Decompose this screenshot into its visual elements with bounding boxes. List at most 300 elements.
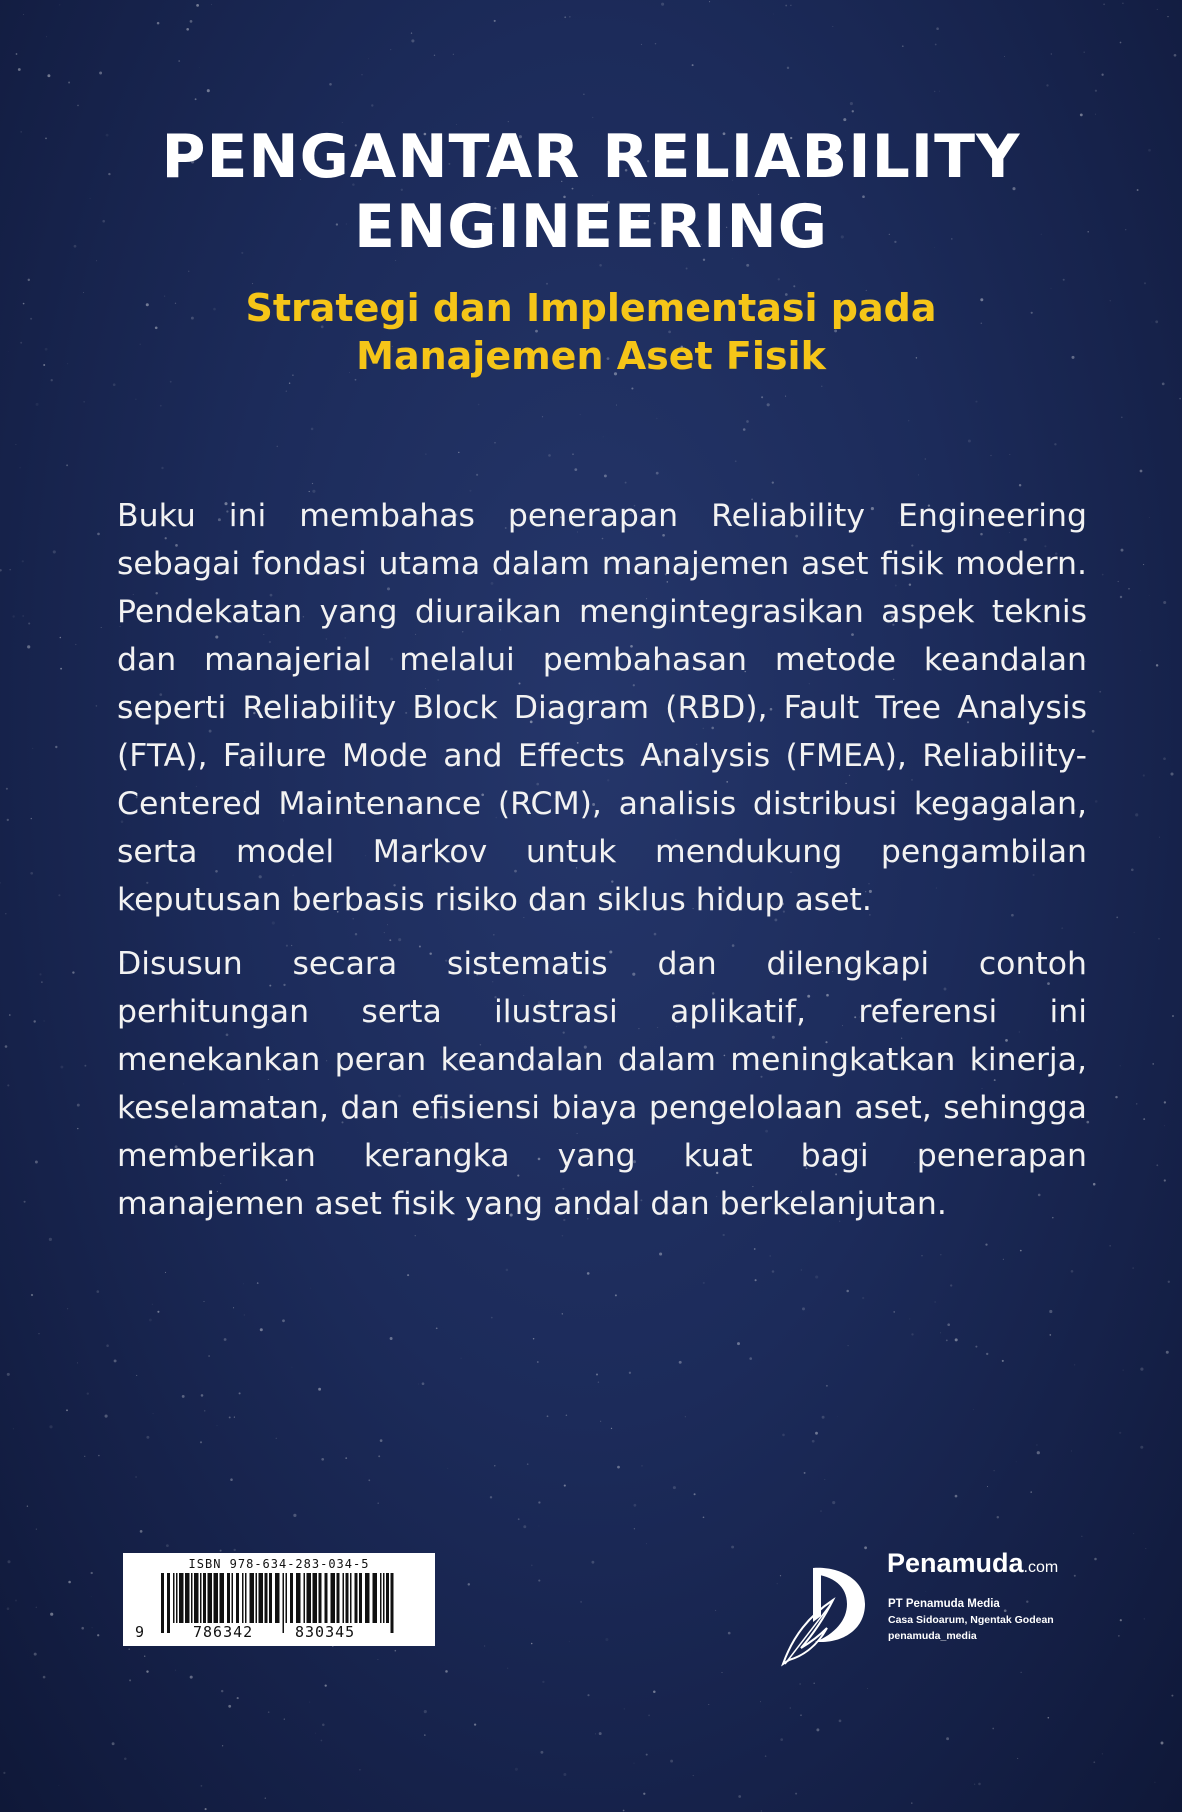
speckle (867, 1688, 868, 1689)
barcode-bar (179, 1573, 184, 1623)
speckle (237, 1697, 239, 1699)
title-line-1: PENGANTAR RELIABILITY (161, 122, 1021, 192)
speckle (661, 3, 664, 6)
speckle (1002, 1360, 1004, 1362)
speckle (566, 1414, 568, 1416)
speckle (653, 1690, 656, 1693)
speckle (994, 1470, 995, 1471)
speckle (97, 1290, 100, 1293)
speckle (1093, 1761, 1095, 1763)
speckle (1159, 837, 1160, 838)
barcode-bar (290, 1573, 293, 1623)
speckle (604, 474, 607, 477)
speckle (918, 474, 919, 475)
speckle (1157, 9, 1158, 10)
speckle (893, 1311, 895, 1313)
speckle (548, 454, 551, 457)
speckle (537, 1361, 539, 1363)
speckle (45, 348, 48, 351)
speckle (260, 1328, 263, 1331)
speckle (31, 1294, 33, 1296)
speckle (634, 1504, 637, 1507)
speckle (186, 28, 189, 31)
speckle (97, 1634, 99, 1636)
speckle (939, 91, 940, 92)
speckle (542, 416, 543, 417)
speckle (795, 1793, 797, 1795)
speckle (106, 1344, 109, 1347)
speckle (27, 645, 30, 648)
speckle (490, 1496, 492, 1498)
speckle (1135, 813, 1138, 816)
speckle (84, 1456, 85, 1457)
speckle (598, 1382, 599, 1383)
speckle (761, 1811, 762, 1812)
speckle (641, 1465, 643, 1467)
speckle (755, 1279, 757, 1281)
speckle (1155, 320, 1158, 323)
barcode-bar (203, 1573, 206, 1623)
barcode-bar (173, 1573, 175, 1623)
speckle (77, 1128, 78, 1129)
speckle (58, 894, 60, 896)
speckle (10, 569, 11, 570)
barcode-bar (383, 1573, 385, 1623)
barcode-bar (208, 1573, 213, 1623)
speckle (950, 1284, 952, 1286)
speckle (18, 68, 21, 71)
speckle (228, 1705, 231, 1708)
speckle (728, 1632, 731, 1635)
speckle (494, 20, 496, 22)
speckle (135, 1476, 137, 1478)
speckle (1158, 938, 1160, 940)
speckle (978, 1783, 981, 1786)
speckle (16, 53, 18, 55)
speckle (1020, 1250, 1022, 1252)
speckle (474, 1723, 476, 1725)
speckle (656, 418, 657, 419)
speckle (204, 1410, 205, 1411)
speckle (91, 1596, 92, 1597)
speckle (380, 1439, 383, 1442)
speckle (1115, 1096, 1117, 1098)
speckle (749, 1357, 752, 1360)
barcode-digits-right: 830345 (295, 1623, 356, 1641)
barcode-bar (373, 1573, 378, 1623)
speckle (1128, 588, 1130, 590)
speckle (946, 1737, 949, 1740)
speckle (211, 4, 212, 5)
barcode-bar (319, 1573, 322, 1623)
speckle (458, 452, 459, 453)
speckle (1161, 1742, 1164, 1745)
speckle (325, 1684, 327, 1686)
speckle (0, 569, 2, 571)
speckle (36, 1529, 37, 1530)
barcode-bar (259, 1573, 264, 1623)
speckle (572, 453, 574, 455)
publisher-domain: .com (1023, 1559, 1059, 1576)
speckle (1171, 1695, 1173, 1697)
speckle (800, 1683, 801, 1684)
speckle (1009, 454, 1010, 455)
barcode-bar (331, 1573, 336, 1623)
speckle (377, 1502, 378, 1503)
speckle (318, 1388, 321, 1391)
speckle (935, 1301, 936, 1302)
speckle (60, 1066, 63, 1069)
speckle (371, 104, 373, 106)
speckle (166, 1544, 169, 1547)
speckle (293, 1514, 296, 1517)
speckle (484, 1646, 485, 1647)
speckle (434, 55, 435, 56)
blurb-paragraph-2: Disusun secara sistematis dan dilengkapi contoh perhitungan serta ilustrasi aplikatif, referensi ini menekankan peran keandalan dalam meningkatkan kinerja, keselamatan, dan efisiensi biaya pengelolaan aset, sehingga memberikan kerangka yang kuat bagi penerapan manajemen aset fisik yang andal dan berkelanjutan. (117, 946, 1087, 1222)
speckle (96, 705, 98, 707)
speckle (721, 1672, 722, 1673)
speckle (955, 1495, 958, 1498)
speckle (21, 131, 22, 132)
speckle (243, 1283, 244, 1284)
speckle (112, 1742, 115, 1745)
speckle (321, 1458, 324, 1461)
speckle (153, 1413, 154, 1414)
barcode-bar (200, 1573, 202, 1623)
speckle (936, 27, 939, 30)
speckle (1143, 564, 1144, 565)
speckle (772, 1270, 775, 1273)
speckle (1004, 56, 1005, 57)
speckle (436, 1327, 438, 1329)
speckle (760, 1701, 761, 1702)
speckle (921, 1255, 922, 1256)
speckle (257, 1282, 259, 1284)
speckle (47, 74, 50, 77)
speckle (703, 1282, 705, 1284)
speckle (461, 1358, 462, 1359)
speckle (1149, 595, 1150, 596)
speckle (175, 1670, 176, 1671)
speckle (595, 1733, 596, 1734)
speckle (1179, 398, 1181, 400)
speckle (1120, 42, 1122, 44)
speckle (1074, 1364, 1075, 1365)
speckle (129, 1679, 131, 1681)
subtitle-line-2: Manajemen Aset Fisik (356, 334, 826, 378)
publisher-social: penamuda_media (888, 1630, 977, 1642)
book-blurb (117, 492, 1087, 1244)
speckle (1122, 3, 1123, 4)
speckle (767, 403, 770, 406)
speckle (911, 1333, 913, 1335)
speckle (224, 1338, 227, 1341)
speckle (1095, 800, 1098, 803)
barcode-bar (355, 1573, 358, 1623)
speckle (378, 1455, 380, 1457)
speckle (826, 1385, 828, 1387)
speckle (67, 1308, 68, 1309)
speckle (1049, 1334, 1051, 1336)
speckle (201, 1394, 204, 1397)
speckle (45, 138, 47, 140)
speckle (50, 1613, 53, 1616)
speckle (66, 464, 68, 466)
speckle (523, 1525, 526, 1528)
speckle (538, 1580, 540, 1582)
speckle (146, 1436, 149, 1439)
speckle (315, 1733, 316, 1734)
speckle (623, 1810, 625, 1812)
speckle (1121, 416, 1123, 418)
speckle (1152, 1063, 1154, 1065)
speckle (1125, 229, 1126, 230)
speckle (708, 1704, 709, 1705)
speckle (30, 318, 32, 320)
speckle (136, 1375, 137, 1376)
speckle (655, 43, 656, 44)
barcode-bar (380, 1573, 382, 1623)
speckle (160, 405, 162, 407)
speckle (1137, 189, 1139, 191)
speckle (820, 1510, 822, 1512)
barcode-bar (283, 1573, 285, 1633)
speckle (802, 1307, 805, 1310)
speckle (832, 1501, 835, 1504)
speckle (43, 364, 45, 366)
speckle (1095, 114, 1096, 115)
speckle (743, 428, 746, 431)
speckle (935, 44, 937, 46)
barcode-bar (245, 1573, 247, 1623)
speckle (973, 1409, 974, 1410)
speckle (616, 405, 617, 406)
speckle (539, 1526, 540, 1527)
speckle (28, 622, 30, 624)
speckle (670, 1760, 673, 1763)
speckle (128, 1648, 130, 1650)
speckle (140, 1530, 143, 1533)
speckle (49, 1425, 52, 1428)
speckle (1148, 149, 1151, 152)
speckle (692, 64, 694, 66)
barcode-bar (313, 1573, 318, 1623)
barcode-bar (265, 1573, 268, 1623)
speckle (694, 1493, 696, 1495)
speckle (7, 1373, 10, 1376)
speckle (196, 4, 199, 7)
speckle (583, 94, 584, 95)
speckle (986, 1353, 988, 1355)
speckle (975, 1346, 977, 1348)
speckle (1123, 1370, 1124, 1371)
speckle (68, 1581, 71, 1584)
speckle (1037, 1451, 1040, 1454)
speckle (276, 1438, 277, 1439)
speckle (968, 439, 971, 442)
speckle (66, 1409, 68, 1411)
speckle (204, 1301, 205, 1302)
speckle (1163, 601, 1166, 604)
publisher-name (887, 1548, 1058, 1579)
speckle (643, 1793, 645, 1795)
speckle (686, 268, 688, 270)
speckle (244, 1314, 245, 1315)
speckle (60, 637, 62, 639)
speckle (491, 1317, 493, 1319)
speckle (144, 1656, 145, 1657)
speckle (31, 818, 32, 819)
speckle (1131, 868, 1134, 871)
speckle (746, 420, 749, 423)
speckle (1071, 1451, 1072, 1452)
speckle (992, 1728, 994, 1730)
speckle (564, 16, 566, 18)
speckle (233, 1307, 234, 1308)
speckle (494, 442, 496, 444)
speckle (1170, 772, 1173, 775)
barcode-bar (365, 1573, 370, 1623)
speckle (68, 82, 70, 84)
speckle (22, 560, 24, 562)
speckle (837, 1416, 838, 1417)
speckle (940, 1254, 941, 1255)
speckle (105, 1415, 108, 1418)
speckle (1017, 1758, 1018, 1759)
speckle (693, 1775, 694, 1776)
speckle (804, 1472, 806, 1474)
speckle (787, 67, 789, 69)
speckle (839, 1720, 842, 1723)
speckle (72, 971, 74, 973)
speckle (286, 391, 287, 392)
speckle (59, 1785, 60, 1786)
speckle (28, 279, 30, 281)
speckle (591, 1561, 594, 1564)
speckle (1154, 1782, 1155, 1783)
speckle (195, 98, 197, 100)
speckle (268, 1711, 270, 1713)
speckle (611, 1428, 612, 1429)
speckle (735, 460, 737, 462)
speckle (1168, 1281, 1170, 1283)
speckle (1103, 3, 1105, 5)
barcode-bar (391, 1573, 394, 1633)
speckle (199, 67, 200, 68)
speckle (395, 1650, 397, 1652)
speckle (673, 1486, 676, 1489)
publisher-company: PT Penamuda Media (888, 1598, 1000, 1610)
speckle (605, 1638, 608, 1641)
speckle (679, 1361, 682, 1364)
speckle (425, 453, 426, 454)
speckle (190, 20, 193, 23)
speckle (170, 381, 172, 383)
speckle (1054, 443, 1056, 445)
title-line-2: ENGINEERING (354, 192, 828, 262)
speckle (1144, 1618, 1145, 1619)
speckle (407, 1274, 409, 1276)
speckle (289, 383, 290, 384)
speckle (1174, 54, 1177, 57)
speckle (188, 271, 189, 272)
speckle (368, 58, 369, 59)
speckle (709, 1, 710, 2)
speckle (9, 1014, 11, 1016)
speckle (1156, 664, 1158, 666)
speckle (1110, 1245, 1111, 1246)
speckle (46, 36, 47, 37)
speckle (1049, 1310, 1052, 1313)
speckle (852, 110, 854, 112)
speckle (1071, 1270, 1074, 1273)
speckle (1118, 581, 1119, 582)
barcode-bar (232, 1573, 234, 1623)
speckle (531, 1565, 533, 1567)
speckle (99, 72, 102, 75)
speckle (812, 1440, 815, 1443)
speckle (390, 1337, 393, 1340)
speckle (911, 1802, 912, 1803)
speckle (1152, 322, 1153, 323)
speckle (239, 1392, 241, 1394)
speckle (778, 278, 780, 280)
speckle (135, 399, 136, 400)
speckle (1083, 51, 1084, 52)
speckle (230, 1478, 233, 1481)
isbn-barcode (123, 1553, 435, 1646)
barcode-bar (194, 1573, 199, 1623)
speckle (411, 39, 414, 42)
speckle (149, 1319, 152, 1322)
speckle (312, 483, 313, 484)
barcode-bar (242, 1573, 244, 1623)
speckle (574, 468, 577, 471)
speckle (41, 981, 42, 982)
speckle (832, 26, 833, 27)
speckle (7, 1084, 9, 1086)
speckle (6, 788, 8, 790)
speckle (447, 1468, 448, 1469)
speckle (1164, 1101, 1166, 1103)
speckle (815, 1432, 818, 1435)
speckle (974, 1784, 975, 1785)
barcode-bar (214, 1573, 219, 1623)
speckle (592, 117, 593, 118)
barcode-bar (346, 1573, 349, 1623)
speckle (411, 32, 412, 33)
speckle (1120, 1619, 1122, 1621)
speckle (424, 1734, 426, 1736)
barcode-bar (167, 1573, 170, 1633)
speckle (8, 351, 9, 352)
speckle (1019, 484, 1021, 486)
speckle (362, 74, 363, 75)
barcode-bar (337, 1573, 340, 1623)
speckle (101, 627, 102, 628)
feather-d-logo-icon (775, 1556, 875, 1671)
speckle (208, 1355, 210, 1357)
speckle (1136, 1103, 1137, 1104)
barcode-bar (304, 1573, 306, 1623)
speckle (277, 446, 279, 448)
speckle (7, 1607, 10, 1610)
speckle (1116, 917, 1118, 919)
speckle (207, 89, 210, 92)
speckle (1030, 1491, 1032, 1493)
speckle (1046, 84, 1048, 86)
speckle (15, 1600, 17, 1602)
